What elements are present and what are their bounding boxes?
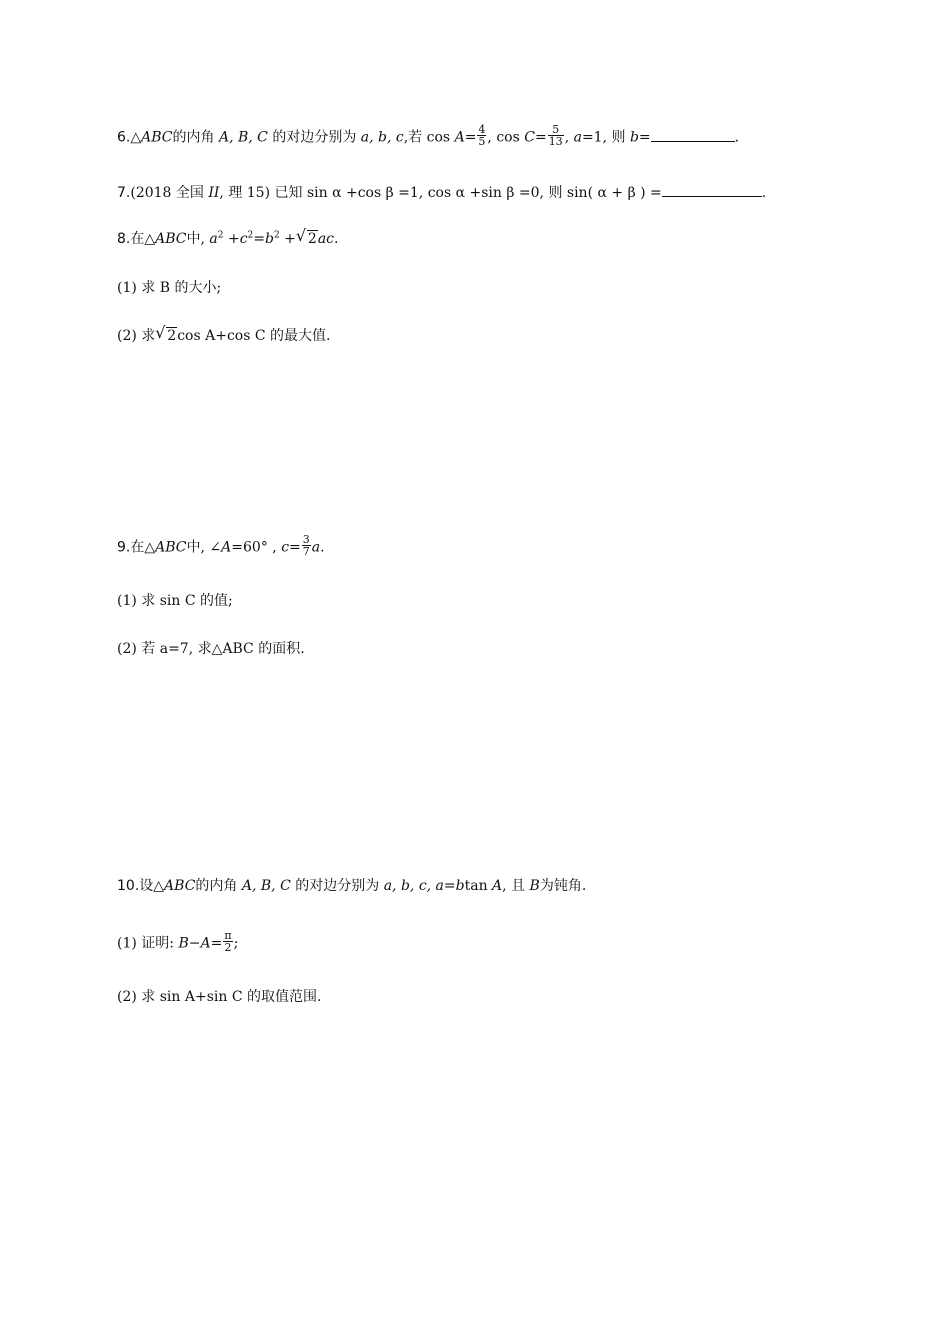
text: tan [464, 878, 493, 894]
numerator: 3 [302, 533, 310, 546]
var: a [209, 231, 218, 247]
question-10 [117, 877, 586, 895]
question-8-part-1: (1) 求 B 的大小; [117, 280, 222, 296]
text: = [210, 935, 223, 952]
text: 的对边分别为 [295, 878, 380, 894]
text: = [464, 129, 477, 146]
question-8-part-2 [117, 323, 331, 345]
text: 为钝角. [539, 878, 587, 894]
radical-icon: √ [295, 226, 307, 245]
var: b [265, 231, 274, 247]
exponent: 2 [247, 230, 254, 241]
question-7 [117, 182, 766, 202]
angle-vars: A, B, C [241, 878, 291, 894]
question-6 [117, 123, 740, 149]
text: =60° , [231, 539, 282, 556]
text: 中, ∠ [186, 539, 222, 556]
numerator: 5 [548, 124, 564, 136]
question-9 [117, 533, 325, 559]
fraction [223, 930, 232, 953]
radicand: 2 [307, 231, 317, 247]
fraction [477, 124, 486, 147]
text: (2018 全国 [130, 185, 209, 201]
text: , [564, 129, 574, 146]
triangle-name: ABC [164, 878, 196, 894]
var: B [529, 878, 540, 894]
answer-blank[interactable] [651, 127, 735, 142]
text: = [638, 129, 651, 146]
var: a [573, 129, 582, 146]
var: B−A [178, 935, 211, 952]
text: . [761, 185, 767, 201]
angle-vars: A, B, C [218, 129, 268, 146]
denominator: 5 [478, 135, 486, 148]
var: A [492, 878, 503, 894]
text: 中, [186, 231, 210, 247]
question-number: 7. [117, 185, 131, 201]
text: 的对边分别为 [272, 129, 357, 146]
text: , 且 [502, 878, 530, 894]
text: = [289, 539, 301, 556]
question-number: 9. [117, 539, 131, 556]
text: . [334, 231, 339, 247]
question-10-part-1 [117, 929, 239, 955]
side-vars: a, b, c, a=b [383, 878, 465, 894]
text: 设△ [139, 878, 165, 894]
text: △ [130, 129, 142, 146]
question-number: 6. [117, 129, 131, 146]
text: (1) 证明: [117, 935, 179, 952]
sqrt [295, 226, 318, 248]
var: A [454, 129, 465, 146]
text: , 理 15) 已知 sin α +cos β =1, cos α +sin β =0, 则 sin( α + β ) = [219, 185, 662, 201]
text: 的内角 [195, 878, 238, 894]
question-number: 8. [117, 231, 131, 247]
question-9-part-1: (1) 求 sin C 的值; [117, 593, 233, 609]
text: cos A+cos C 的最大值. [177, 328, 331, 344]
text: ,若 cos [403, 129, 455, 146]
text: = [534, 129, 547, 146]
text: 在△ [130, 231, 156, 247]
question-number: 10. [117, 878, 140, 894]
var: ac [317, 231, 335, 247]
denominator: 7 [302, 545, 310, 558]
text: ; [233, 935, 239, 952]
numerator: 4 [478, 123, 486, 136]
var: c [281, 539, 290, 556]
triangle-name: ABC [155, 539, 187, 556]
question-8 [117, 226, 339, 248]
var: A [221, 539, 232, 556]
question-10-part-2: (2) 求 sin A+sin C 的取值范围. [117, 989, 322, 1005]
denominator: 2 [224, 941, 232, 954]
question-9-part-2: (2) 若 a=7, 求△ABC 的面积. [117, 641, 305, 657]
radical-icon: √ [155, 323, 166, 342]
text: = [253, 231, 266, 247]
triangle-name: ABC [155, 231, 187, 247]
var: a [311, 539, 321, 556]
text: + [279, 231, 296, 247]
sqrt [155, 323, 177, 345]
radicand: 2 [167, 328, 177, 344]
text: (2) 求 [117, 328, 156, 344]
fraction [548, 124, 564, 147]
fraction [302, 534, 311, 557]
var: c [239, 231, 248, 247]
text: II [208, 185, 220, 201]
triangle-name: ABC [141, 129, 173, 146]
denominator: 13 [548, 135, 563, 148]
text: + [223, 231, 240, 247]
exponent: 2 [217, 230, 224, 241]
text: 的内角 [172, 129, 215, 146]
text: . [320, 539, 325, 556]
text: . [734, 129, 740, 146]
side-vars: a, b, c [360, 129, 404, 146]
exponent: 2 [273, 230, 280, 241]
text: =1, 则 [581, 129, 630, 146]
var: b [629, 129, 639, 146]
text: , cos [487, 129, 525, 146]
text: 在△ [130, 539, 156, 556]
var: C [524, 129, 535, 146]
numerator: π [224, 929, 232, 942]
answer-blank[interactable] [662, 182, 762, 197]
